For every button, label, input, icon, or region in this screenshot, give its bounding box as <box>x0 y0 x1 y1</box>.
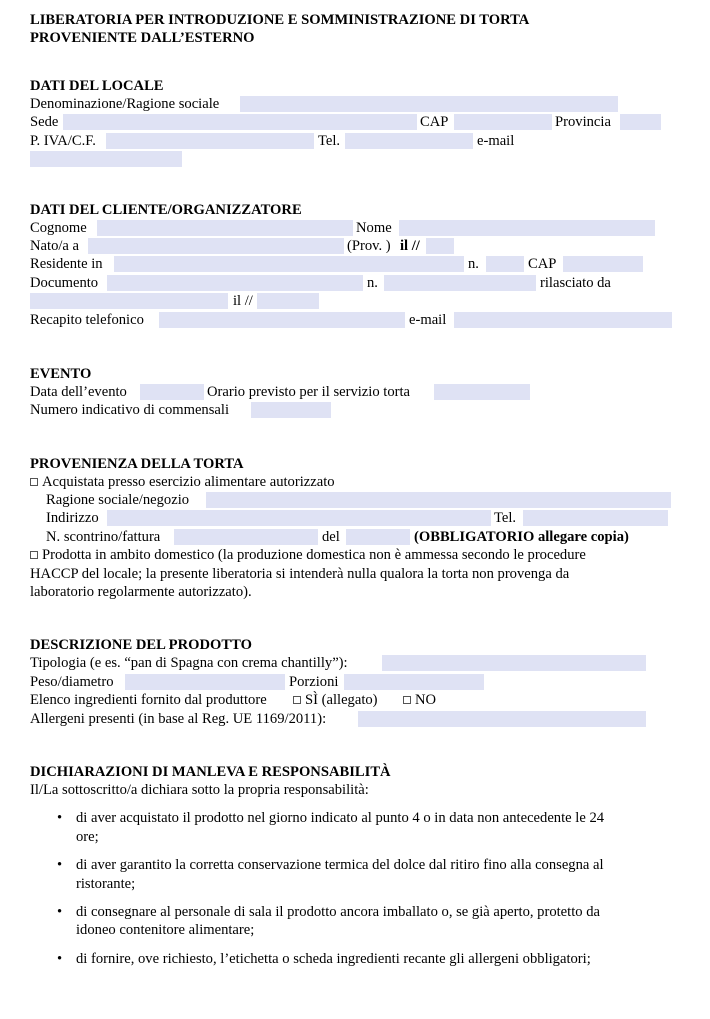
ingredients-yes-checkbox[interactable] <box>293 696 301 704</box>
event-date-label: Data dell’evento <box>30 383 127 400</box>
homemade-line-2: HACCP del locale; la presente liberatoria si intenderà nulla qualora la torta non provenga da <box>30 565 570 582</box>
bullet-icon: • <box>57 857 63 874</box>
bullet-icon: • <box>57 810 63 827</box>
documento-label: Documento <box>30 274 99 291</box>
declaration-3-line-2: idoneo contenitore alimentare; <box>76 922 255 939</box>
venue-tel-field[interactable] <box>345 133 473 149</box>
venue-sede-row <box>30 113 680 131</box>
birth-date-label: il // <box>400 237 420 254</box>
client-heading: DATI DEL CLIENTE/ORGANIZZATORE <box>30 201 302 218</box>
product-type-row <box>30 654 680 672</box>
declaration-2-line-2: ristorante; <box>76 875 136 892</box>
client-email-label: e-mail <box>409 311 447 328</box>
denominazione-field[interactable] <box>240 96 618 112</box>
venue-denominazione-row <box>30 95 680 113</box>
declaration-4-line-1: di fornire, ove richiesto, l’etichetta o scheda ingredienti recante gli allergeni obbligatori; <box>76 950 591 967</box>
client-document-row <box>30 274 680 292</box>
title-line-2: PROVENIENTE DALL’ESTERNO <box>30 30 255 46</box>
birth-date-field[interactable] <box>426 238 454 254</box>
homemade-option <box>30 546 680 601</box>
street-number-label: n. <box>468 256 479 273</box>
allergeni-label: Allergeni presenti (in base al Reg. UE 1169/2011): <box>30 710 327 727</box>
declaration-2-line-1: di aver garantito la corretta conservazione termica del dolce dal ritiro fino alla consegna al <box>76 857 604 874</box>
piva-label: P. IVA/C.F. <box>30 132 96 149</box>
client-birth-row <box>30 237 680 255</box>
product-ingredients-row <box>30 691 680 709</box>
origin-address-row <box>30 509 680 527</box>
recapito-label: Recapito telefonico <box>30 311 144 328</box>
porzioni-label: Porzioni <box>289 673 339 690</box>
shop-address-field[interactable] <box>107 510 491 526</box>
orario-field[interactable] <box>434 384 530 400</box>
ingredients-no-checkbox[interactable] <box>403 696 411 704</box>
origin-ragione-row <box>30 491 680 509</box>
venue-cap-label: CAP <box>420 114 449 131</box>
venue-email-row <box>30 150 680 168</box>
denominazione-label: Denominazione/Ragione sociale <box>30 96 220 112</box>
ingredients-yes-label: SÌ (allegato) <box>305 692 378 709</box>
sede-field[interactable] <box>63 114 417 130</box>
commensali-field[interactable] <box>251 402 331 418</box>
receipt-date-field[interactable] <box>346 529 410 545</box>
event-guests-row <box>30 401 680 419</box>
origin-option-shop-row <box>30 473 680 491</box>
bullet-icon: • <box>57 904 63 921</box>
bullet-icon: • <box>57 950 63 967</box>
title-line-1: LIBERATORIA PER INTRODUZIONE E SOMMINISTRAZIONE DI TORTA <box>30 12 530 28</box>
shop-checkbox[interactable] <box>30 478 38 486</box>
porzioni-field[interactable] <box>344 674 484 690</box>
document-number-field[interactable] <box>384 275 536 291</box>
homemade-line-1: Prodotta in ambito domestico (la produzione domestica non è ammessa secondo le procedure <box>42 547 586 564</box>
venue-piva-row <box>30 132 680 150</box>
client-residence-row <box>30 255 680 273</box>
origin-receipt-row <box>30 528 680 546</box>
client-email-field[interactable] <box>454 312 672 328</box>
declarations-heading: DICHIARAZIONI DI MANLEVA E RESPONSABILITÀ <box>30 764 391 781</box>
receipt-label: N. scontrino/fattura <box>46 528 161 545</box>
recapito-field[interactable] <box>159 312 405 328</box>
tipologia-field[interactable] <box>382 655 646 671</box>
client-name-row <box>30 219 680 237</box>
client-contact-row <box>30 311 680 329</box>
venue-email-label: e-mail <box>477 132 515 149</box>
shop-name-label: Ragione sociale/negozio <box>46 492 190 509</box>
nato-field[interactable] <box>88 238 344 254</box>
prov-label: (Prov. ) <box>347 237 391 254</box>
ingredients-no-label: NO <box>415 692 437 709</box>
declaration-3-line-1: di consegnare al personale di sala il prodotto ancora imballato o, se già aperto, protetto da <box>76 904 600 921</box>
sede-label: Sede <box>30 114 59 131</box>
document-number-label: n. <box>367 274 378 291</box>
shop-name-field[interactable] <box>206 492 671 508</box>
rilasciato-label: rilasciato da <box>540 274 611 291</box>
section-origin <box>30 455 680 602</box>
issue-date-label: il // <box>233 293 253 310</box>
declarations-list <box>30 809 680 968</box>
tipologia-label: Tipologia (e es. “pan di Spagna con crema chantilly”): <box>30 655 348 672</box>
event-heading: EVENTO <box>30 365 92 382</box>
document-title <box>30 11 680 47</box>
issue-date-field[interactable] <box>257 293 319 309</box>
obbligatorio-note: (OBBLIGATORIO allegare copia) <box>414 528 629 545</box>
venue-heading: DATI DEL LOCALE <box>30 78 164 94</box>
receipt-field[interactable] <box>174 529 318 545</box>
product-heading: DESCRIZIONE DEL PRODOTTO <box>30 637 252 654</box>
shop-address-label: Indirizzo <box>46 510 99 527</box>
piva-field[interactable] <box>106 133 314 149</box>
declarations-intro: Il/La sottoscritto/a dichiara sotto la propria responsabilità: <box>30 782 369 799</box>
venue-cap-field[interactable] <box>454 114 552 130</box>
provincia-field[interactable] <box>620 114 661 130</box>
nato-label: Nato/a a <box>30 237 80 254</box>
liberatoria-document <box>30 11 680 978</box>
shop-tel-label: Tel. <box>494 510 517 527</box>
declaration-item <box>30 809 680 846</box>
shop-tel-field[interactable] <box>523 510 668 526</box>
client-cap-field[interactable] <box>563 256 643 272</box>
product-weight-row <box>30 673 680 691</box>
product-allergens-row <box>30 710 680 728</box>
street-number-field[interactable] <box>486 256 524 272</box>
documento-field[interactable] <box>107 275 363 291</box>
provincia-label: Provincia <box>555 114 611 131</box>
section-event <box>30 365 680 420</box>
declaration-1-line-2: ore; <box>76 828 99 845</box>
commensali-label: Numero indicativo di commensali <box>30 402 229 419</box>
client-issuer-row <box>30 292 680 310</box>
section-client <box>30 201 680 329</box>
homemade-checkbox[interactable] <box>30 551 38 559</box>
section-product <box>30 636 680 728</box>
declaration-item <box>30 856 680 893</box>
nome-label: Nome <box>356 219 392 236</box>
residente-field[interactable] <box>114 256 464 272</box>
venue-tel-label: Tel. <box>318 132 341 149</box>
section-declarations <box>30 763 680 968</box>
elenco-label: Elenco ingredienti fornito dal produttore <box>30 692 267 709</box>
client-cap-label: CAP <box>528 256 557 273</box>
declaration-item <box>30 950 680 968</box>
rilasciato-field[interactable] <box>30 293 228 309</box>
cognome-label: Cognome <box>30 219 87 236</box>
peso-label: Peso/diametro <box>30 673 114 690</box>
event-date-row <box>30 383 680 401</box>
declaration-1-line-1: di aver acquistato il prodotto nel giorno indicato al punto 4 o in data non antecedente le 24 <box>76 810 605 827</box>
homemade-line-3: laboratorio regolarmente autorizzato). <box>30 584 252 601</box>
nome-field[interactable] <box>399 220 655 236</box>
declaration-item <box>30 903 680 940</box>
orario-label: Orario previsto per il servizio torta <box>207 383 411 400</box>
receipt-date-label: del <box>322 528 340 545</box>
cognome-field[interactable] <box>97 220 353 236</box>
peso-field[interactable] <box>125 674 285 690</box>
allergeni-field[interactable] <box>358 711 646 727</box>
venue-email-field[interactable] <box>30 151 182 167</box>
section-venue <box>30 77 680 169</box>
event-date-field[interactable] <box>140 384 204 400</box>
shop-option-label: Acquistata presso esercizio alimentare autorizzato <box>42 473 335 490</box>
origin-heading: PROVENIENZA DELLA TORTA <box>30 455 244 472</box>
residente-label: Residente in <box>30 256 103 273</box>
